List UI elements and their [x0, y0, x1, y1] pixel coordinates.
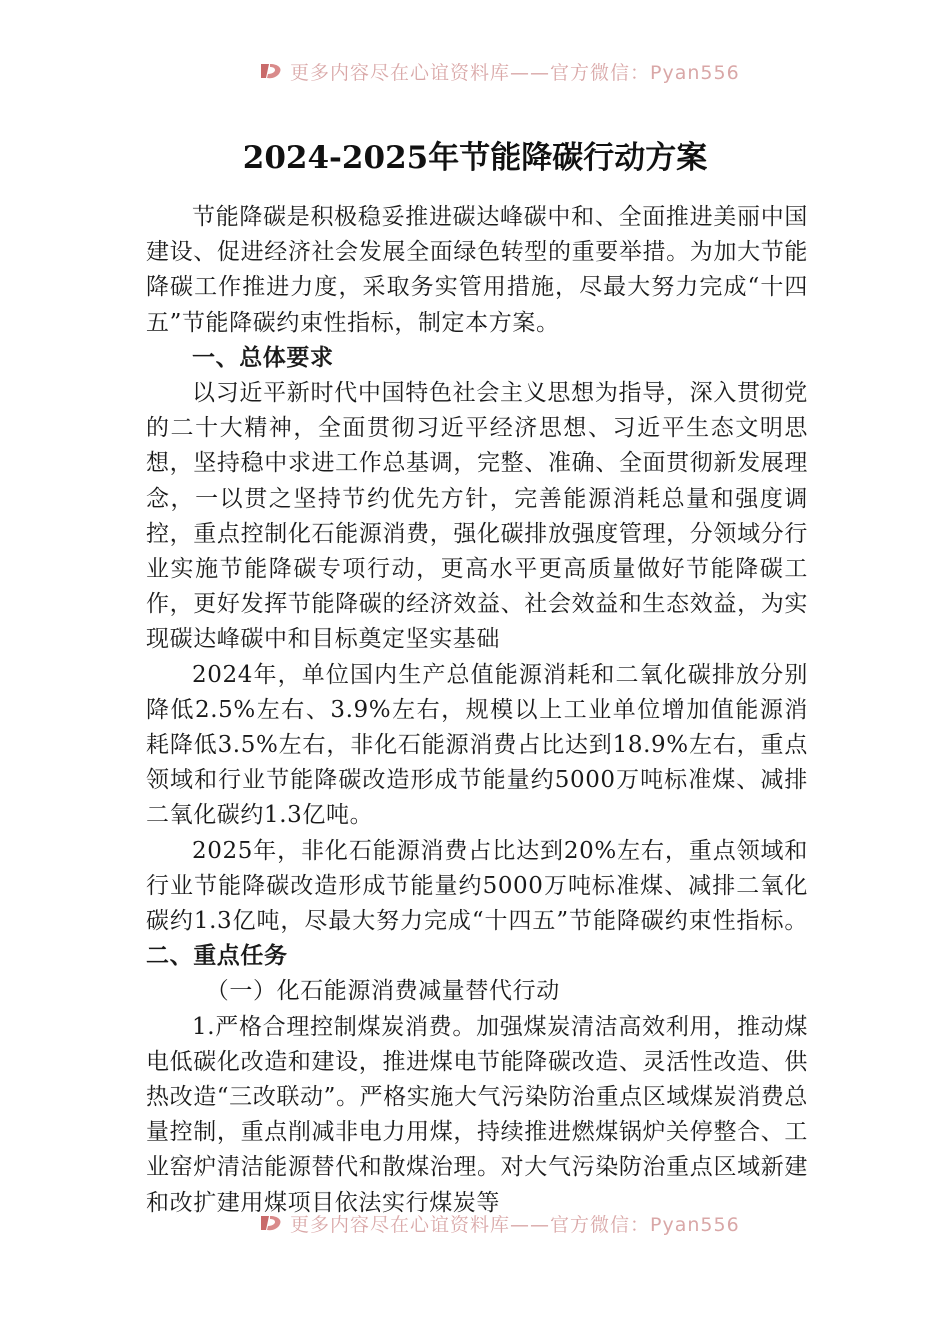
- section-heading-general-requirements: 一、总体要求: [192, 344, 334, 371]
- intro-paragraph: 节能降碳是积极稳妥推进碳达峰碳中和、全面推进美丽中国建设、促进经济社会发展全面绿色转型的重要举措。为加大节能降碳工作推进力度，采取务实管用措施，尽最大努力完成“十四五”节能降碳约束性指标，制定本方案。: [146, 204, 808, 336]
- watermark-logo-icon: [258, 1212, 284, 1234]
- watermark-text: 更多内容尽在心谊资料库——官方微信：Pyan556: [290, 61, 740, 84]
- watermark-bottom: [258, 1208, 778, 1238]
- document-body: [146, 200, 808, 1221]
- watermark-top: [258, 56, 778, 86]
- watermark-text: 更多内容尽在心谊资料库——官方微信：Pyan556: [290, 1213, 740, 1236]
- document-title: 2024-2025年节能降碳行动方案: [242, 140, 708, 176]
- target-2025-text: 2025年，非化石能源消费占比达到20%左右，重点领域和行业节能降碳改造形成节能量约5000万吨标准煤、减排二氧化碳约1.3亿吨，尽最大努力完成“十四五”节能降碳约束性指标。: [146, 837, 808, 935]
- general-requirements-paragraph: 以习近平新时代中国特色社会主义思想为指导，深入贯彻党的二十大精神，全面贯彻习近平经济思想、习近平生态文明思想，坚持稳中求进工作总基调，完整、准确、全面贯彻新发展理念，一以贯之坚持节约优先方针，完善能源消耗总量和强度调控，重点控制化石能源消费，强化碳排放强度管理，分领域分行业实施节能降碳专项行动，更高水平更高质量做好节能降碳工作，更好发挥节能降碳的经济效益、社会效益和生态效益，为实现碳达峰碳中和目标奠定坚实基础: [146, 380, 808, 653]
- subsection-heading-fossil-energy: （一）化石能源消费减量替代行动: [205, 978, 560, 1005]
- section-heading-key-tasks: 二、重点任务: [146, 943, 288, 970]
- watermark-logo-icon: [258, 60, 284, 82]
- target-2024-paragraph: 2024年，单位国内生产总值能源消耗和二氧化碳排放分别降低2.5%左右、3.9%左右，规模以上工业单位增加值能源消耗降低3.5%左右，非化石能源消费占比达到18.9%左右，重点领域和行业节能降碳改造形成节能量约5000万吨标准煤、减排二氧化碳约1.3亿吨。: [146, 661, 808, 829]
- target-2025-paragraph: [146, 834, 808, 975]
- item-coal-control-paragraph: 1.严格合理控制煤炭消费。加强煤炭清洁高效利用，推动煤电低碳化改造和建设，推进煤电节能降碳改造、灵活性改造、供热改造“三改联动”。严格实施大气污染防治重点区域煤炭消费总量控制，重点削减非电力用煤，持续推进燃煤锅炉关停整合、工业窑炉清洁能源替代和散煤治理。对大气污染防治重点区域新建和改扩建用煤项目依法实行煤炭等: [146, 1013, 808, 1216]
